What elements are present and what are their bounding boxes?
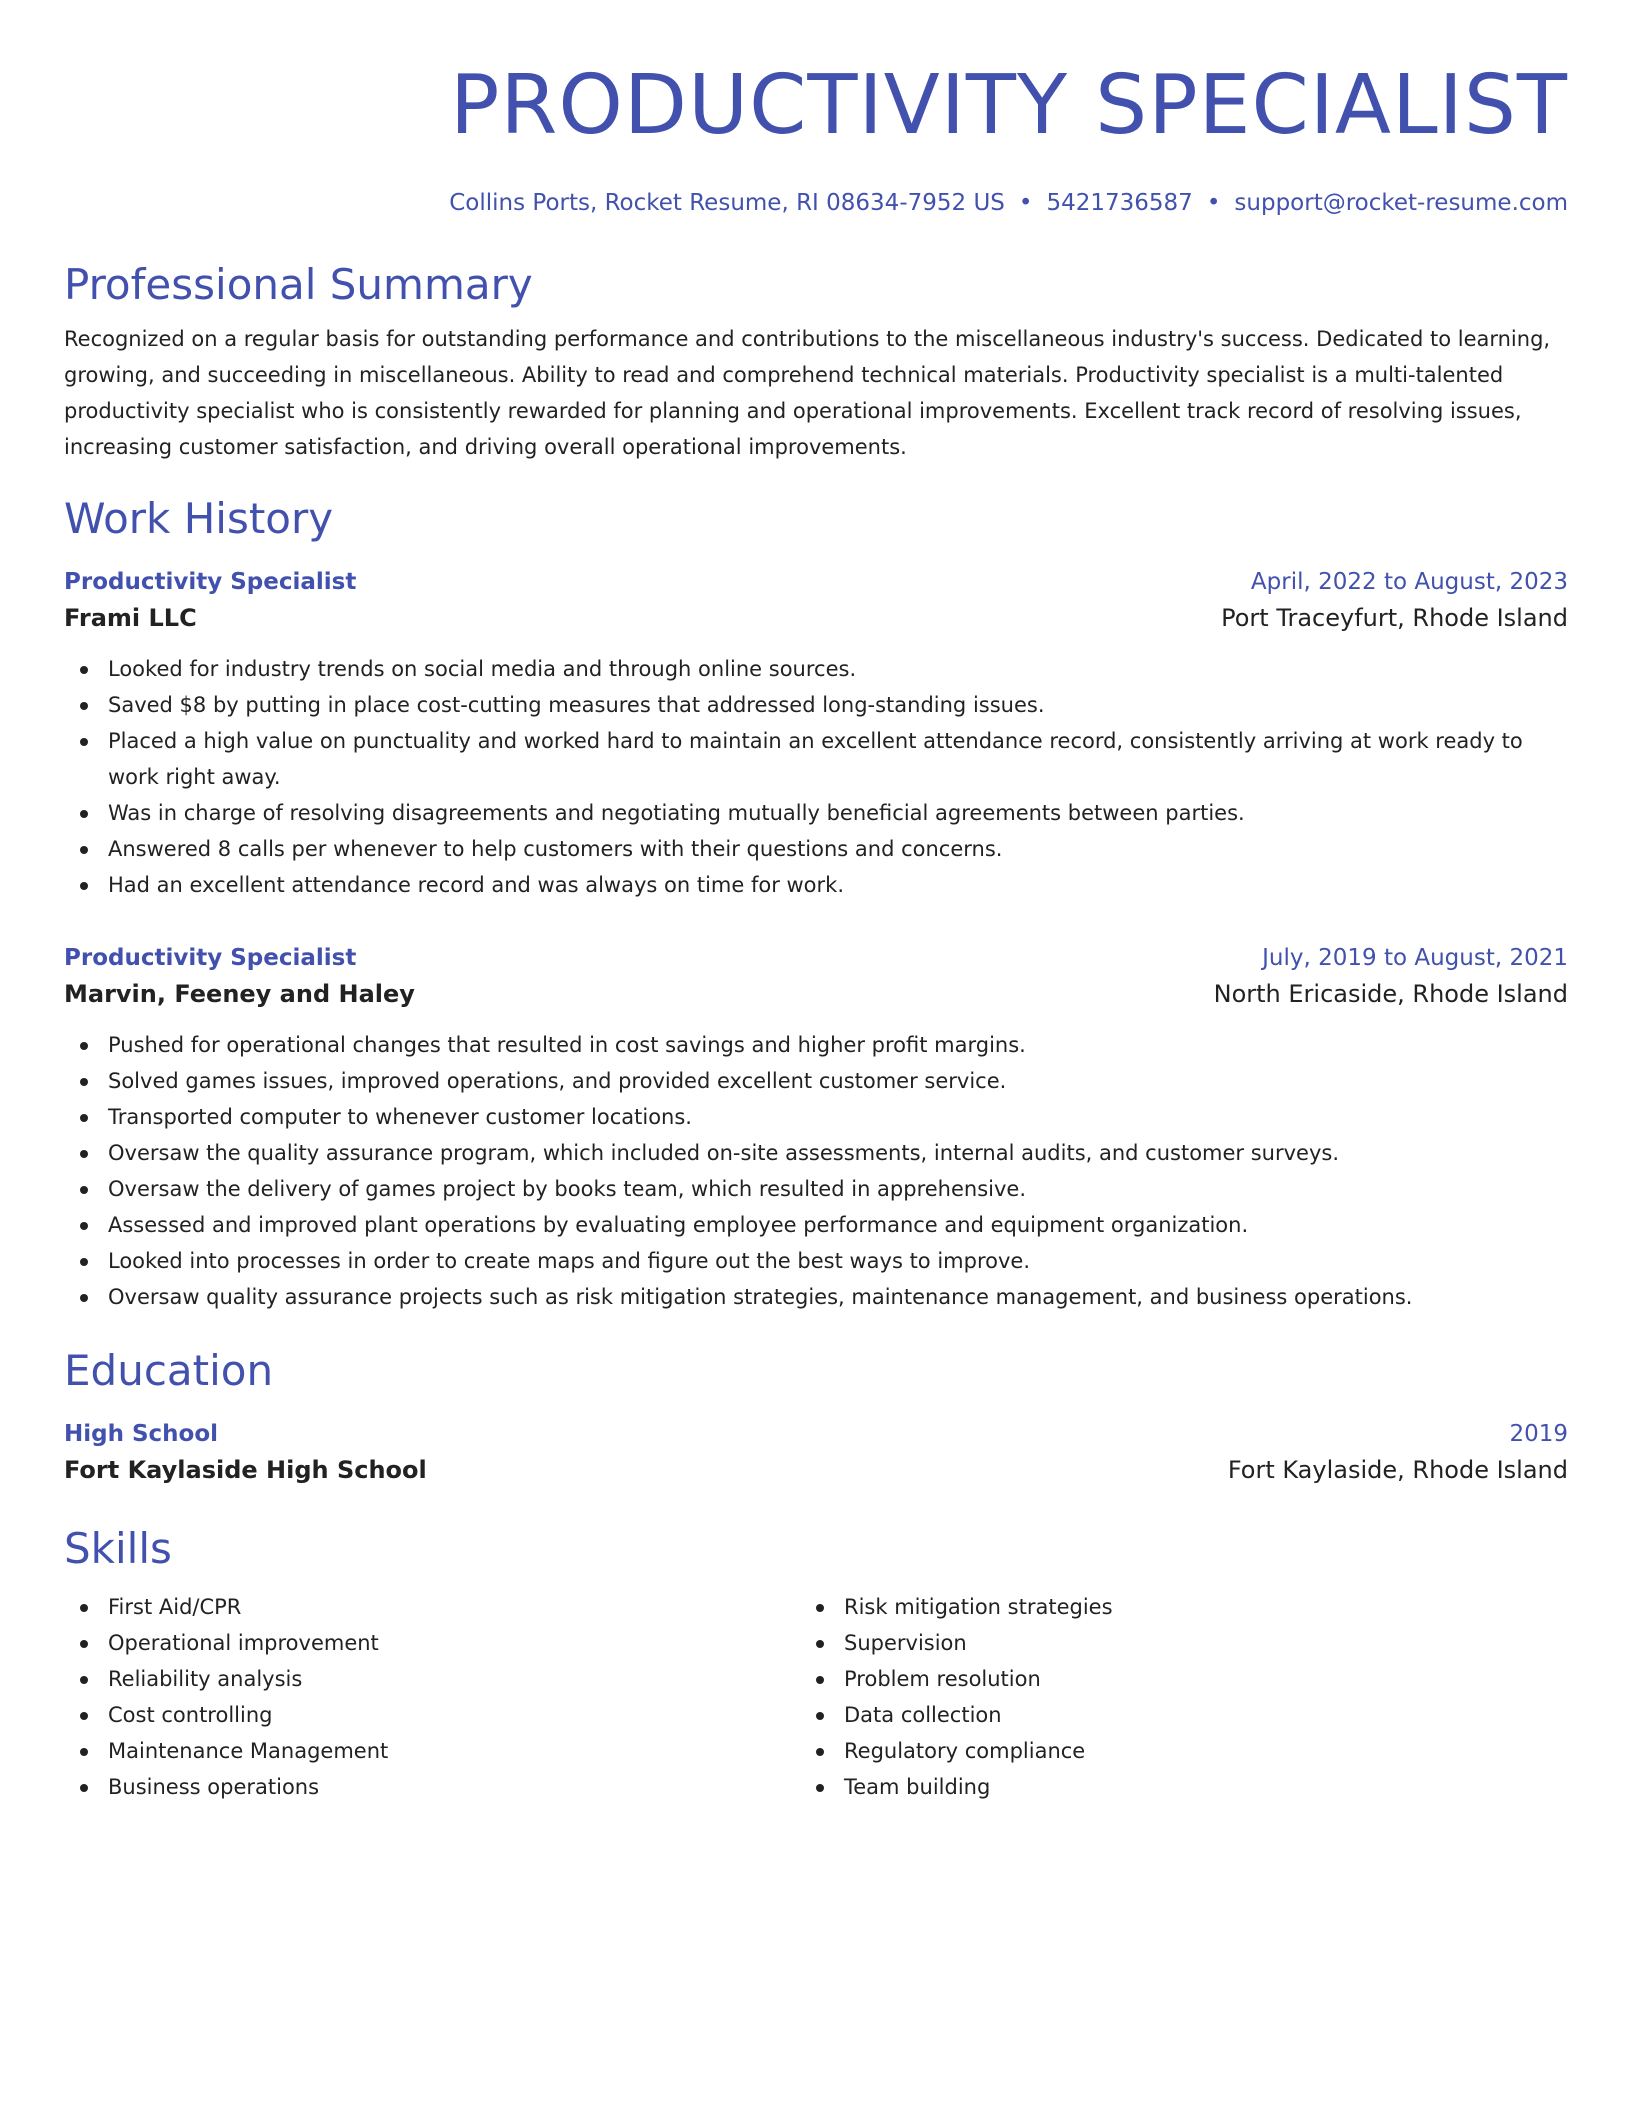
skill-item: Supervision — [800, 1625, 1536, 1661]
job-location: Port Traceyfurt, Rhode Island — [1221, 604, 1568, 632]
job-company-row — [64, 975, 1568, 1013]
education-entry — [64, 1417, 1568, 1489]
skill-item: Cost controlling — [64, 1697, 800, 1733]
list-item: Transported computer to whenever customer locations. — [64, 1099, 1568, 1135]
contact-address: Collins Ports, Rocket Resume, RI 08634-7952 US — [449, 190, 1005, 216]
job-company: Marvin, Feeney and Haley — [64, 980, 415, 1008]
skill-item: Regulatory compliance — [800, 1733, 1536, 1769]
list-item: Pushed for operational changes that resulted in cost savings and higher profit margins. — [64, 1027, 1568, 1063]
contact-line — [64, 189, 1568, 217]
contact-separator: • — [1206, 190, 1221, 216]
job-bullets — [64, 651, 1568, 903]
education-location: Fort Kaylaside, Rhode Island — [1227, 1456, 1568, 1484]
job-dates: July, 2019 to August, 2021 — [1262, 945, 1568, 971]
list-item: Looked into processes in order to create maps and figure out the best ways to improve. — [64, 1243, 1568, 1279]
skills-column-right — [800, 1589, 1536, 1805]
education-school: Fort Kaylaside High School — [64, 1456, 427, 1484]
contact-separator: • — [1018, 190, 1033, 216]
job-entry — [64, 941, 1568, 1315]
job-dates: April, 2022 to August, 2023 — [1250, 569, 1568, 595]
skill-item: Risk mitigation strategies — [800, 1589, 1536, 1625]
contact-email: support@rocket-resume.com — [1234, 190, 1568, 216]
resume-header — [64, 60, 1568, 217]
skill-item: Team building — [800, 1769, 1536, 1805]
list-item: Looked for industry trends on social media and through online sources. — [64, 651, 1568, 687]
skill-item: Business operations — [64, 1769, 800, 1805]
list-item: Oversaw quality assurance projects such as risk mitigation strategies, maintenance management, and business operations. — [64, 1279, 1568, 1315]
job-role: Productivity Specialist — [64, 569, 357, 595]
skill-item: Maintenance Management — [64, 1733, 800, 1769]
summary-heading: Professional Summary — [64, 260, 533, 309]
job-company-row — [64, 599, 1568, 637]
education-school-row — [64, 1451, 1568, 1489]
list-item: Saved $8 by putting in place cost-cutting measures that addressed long-standing issues. — [64, 687, 1568, 723]
job-company: Frami LLC — [64, 604, 197, 632]
education-heading: Education — [64, 1346, 274, 1395]
list-item: Was in charge of resolving disagreements and negotiating mutually beneficial agreements between parties. — [64, 795, 1568, 831]
skill-item: Data collection — [800, 1697, 1536, 1733]
list-item: Solved games issues, improved operations, and provided excellent customer service. — [64, 1063, 1568, 1099]
list-item: Assessed and improved plant operations by evaluating employee performance and equipment organization. — [64, 1207, 1568, 1243]
list-item: Answered 8 calls per whenever to help customers with their questions and concerns. — [64, 831, 1568, 867]
skills-column-left — [64, 1589, 800, 1805]
list-item: Had an excellent attendance record and was always on time for work. — [64, 867, 1568, 903]
skills-heading: Skills — [64, 1524, 172, 1573]
skill-item: First Aid/CPR — [64, 1589, 800, 1625]
job-role-row — [64, 941, 1568, 975]
contact-phone: 5421736587 — [1046, 190, 1193, 216]
skill-item: Operational improvement — [64, 1625, 800, 1661]
job-role: Productivity Specialist — [64, 945, 357, 971]
skill-item: Reliability analysis — [64, 1661, 800, 1697]
work-history-heading: Work History — [64, 494, 334, 543]
education-year: 2019 — [1509, 1421, 1568, 1447]
list-item: Oversaw the quality assurance program, which included on-site assessments, internal audits, and customer surveys. — [64, 1135, 1568, 1171]
job-bullets — [64, 1027, 1568, 1315]
job-entry — [64, 565, 1568, 903]
list-item: Oversaw the delivery of games project by books team, which resulted in apprehensive. — [64, 1171, 1568, 1207]
skills-grid — [64, 1589, 1568, 1805]
education-degree: High School — [64, 1421, 219, 1447]
job-location: North Ericaside, Rhode Island — [1213, 980, 1568, 1008]
job-role-row — [64, 565, 1568, 599]
education-degree-row — [64, 1417, 1568, 1451]
list-item: Placed a high value on punctuality and worked hard to maintain an excellent attendance record, consistently arriving at work ready to work right away. — [64, 723, 1568, 795]
summary-text: Recognized on a regular basis for outstanding performance and contributions to the miscellaneous industry's success. Dedicated to learning, growing, and succeeding in miscellaneous. Ability to read and comprehend technical materials. Productivity specialist is a multi-talented productivity specialist who is consistently rewarded for planning and operational improvements. Excellent track record of resolving issues, increasing customer satisfaction, and driving overall operational improvements. — [64, 327, 1551, 459]
skill-item: Problem resolution — [800, 1661, 1536, 1697]
page-title: PRODUCTIVITY SPECIALIST — [449, 58, 1568, 153]
